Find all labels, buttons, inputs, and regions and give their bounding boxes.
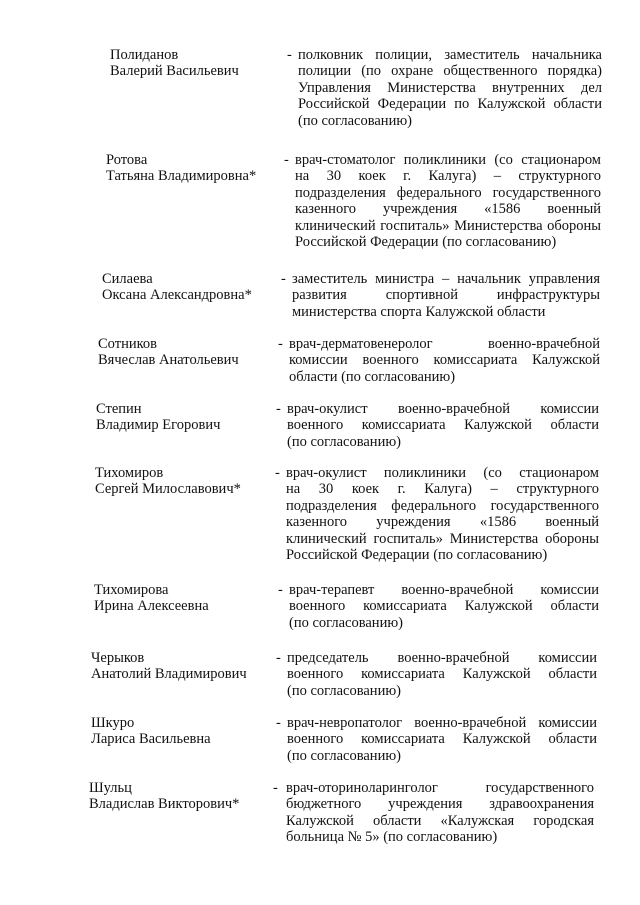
desc-line: председатель военно-врачебной комиссии: [287, 650, 597, 666]
given-names: Валерий Васильевич: [110, 63, 239, 80]
dash: -: [284, 152, 289, 168]
position-description: [298, 47, 602, 129]
desc-line: Российской Федерации (по согласованию): [286, 547, 548, 564]
given-names: Владислав Викторович*: [89, 796, 240, 813]
surname: Тихомиров: [95, 465, 164, 481]
desc-line: Калужской области «Калужская городская: [286, 812, 594, 829]
desc-line: врач-оториноларинголог государственного: [286, 780, 594, 796]
position-description: [287, 715, 597, 764]
position-description: [292, 271, 600, 320]
desc-line: военного комиссариата Калужской области: [287, 666, 597, 683]
surname: Шкуро: [91, 715, 135, 731]
person-name: [96, 401, 220, 434]
desc-line: (по согласованию): [287, 682, 401, 699]
desc-line: (по согласованию): [287, 433, 401, 450]
desc-line: клинический госпиталь» Министерства обороны: [286, 530, 599, 547]
position-description: [289, 336, 600, 385]
desc-line: области (по согласованию): [289, 368, 456, 385]
desc-line: подразделения федерального государственного: [295, 184, 601, 201]
person-name: [94, 582, 209, 615]
desc-line: врач-окулист поликлиники (со стационаром: [286, 465, 599, 481]
desc-line: врач-невропатолог военно-врачебной комиссии: [287, 715, 597, 731]
desc-line: бюджетного учреждения здравоохранения: [286, 796, 594, 813]
dash: -: [273, 780, 278, 796]
position-description: [286, 465, 599, 563]
person-name: [91, 650, 247, 683]
position-description: [289, 582, 599, 631]
desc-line: комиссии военного комиссариата Калужской: [289, 352, 600, 369]
dash: -: [276, 401, 281, 417]
desc-line: (по согласованию): [298, 112, 412, 129]
given-names: Владимир Егорович: [96, 417, 221, 434]
surname: Степин: [96, 401, 142, 417]
person-name: [110, 47, 239, 80]
dash: -: [278, 582, 283, 598]
desc-line: Российской Федерации (по согласованию): [295, 234, 557, 251]
given-names: Сергей Милославович*: [95, 481, 241, 498]
desc-line: клинический госпиталь» Министерства обороны: [295, 217, 601, 234]
desc-line: врач-дерматовенеролог военно-врачебной: [289, 336, 600, 352]
person-name: [91, 715, 211, 748]
desc-line: полковник полиции, заместитель начальника: [298, 47, 602, 63]
dash: -: [281, 271, 286, 287]
surname: Шульц: [89, 780, 132, 796]
desc-line: министерства спорта Калужской области: [292, 303, 546, 320]
given-names: Анатолий Владимирович: [91, 666, 247, 683]
dash: -: [275, 465, 280, 481]
desc-line: (по согласованию): [287, 747, 401, 764]
desc-line: военного комиссариата Калужской области: [287, 731, 597, 748]
dash: -: [287, 47, 292, 63]
surname: Тихомирова: [94, 582, 169, 598]
position-description: [286, 780, 594, 846]
desc-line: полиции (по охране общественного порядка): [298, 63, 602, 80]
desc-line: больница № 5» (по согласованию): [286, 829, 498, 846]
desc-line: военного комиссариата Калужской области: [287, 417, 599, 434]
dash: -: [276, 650, 281, 666]
person-name: [98, 336, 239, 369]
position-description: [287, 650, 597, 699]
surname: Сотников: [98, 336, 157, 352]
desc-line: казенного учреждения «1586 военный: [286, 514, 599, 531]
dash: -: [278, 336, 283, 352]
desc-line: на 30 коек г. Калуга) – структурного: [286, 481, 599, 498]
desc-line: Российской Федерации по Калужской области: [298, 96, 602, 113]
person-name: [95, 465, 241, 498]
given-names: Ирина Алексеевна: [94, 598, 209, 615]
surname: Ротова: [106, 152, 148, 168]
given-names: Вячеслав Анатольевич: [98, 352, 239, 369]
dash: -: [276, 715, 281, 731]
desc-line: военного комиссариата Калужской области: [289, 598, 599, 615]
desc-line: подразделения федерального государственного: [286, 497, 599, 514]
position-description: [295, 152, 601, 250]
desc-line: врач-терапевт военно-врачебной комиссии: [289, 582, 599, 598]
given-names: Оксана Александровна*: [102, 287, 252, 304]
desc-line: на 30 коек г. Калуга) – структурного: [295, 168, 601, 185]
person-name: [106, 152, 256, 185]
given-names: Лариса Васильевна: [91, 731, 211, 748]
desc-line: Управления Министерства внутренних дел: [298, 79, 602, 96]
surname: Полиданов: [110, 47, 179, 63]
desc-line: врач-окулист военно-врачебной комиссии: [287, 401, 599, 417]
surname: Силаева: [102, 271, 153, 287]
desc-line: заместитель министра – начальник управления: [292, 271, 600, 287]
desc-line: (по согласованию): [289, 614, 403, 631]
given-names: Татьяна Владимировна*: [106, 168, 257, 185]
person-name: [102, 271, 252, 304]
desc-line: развития спортивной инфраструктуры: [292, 287, 600, 304]
surname: Черыков: [91, 650, 145, 666]
position-description: [287, 401, 599, 450]
desc-line: врач-стоматолог поликлиники (со стационаром: [295, 152, 601, 168]
person-name: [89, 780, 239, 813]
desc-line: казенного учреждения «1586 военный: [295, 201, 601, 218]
